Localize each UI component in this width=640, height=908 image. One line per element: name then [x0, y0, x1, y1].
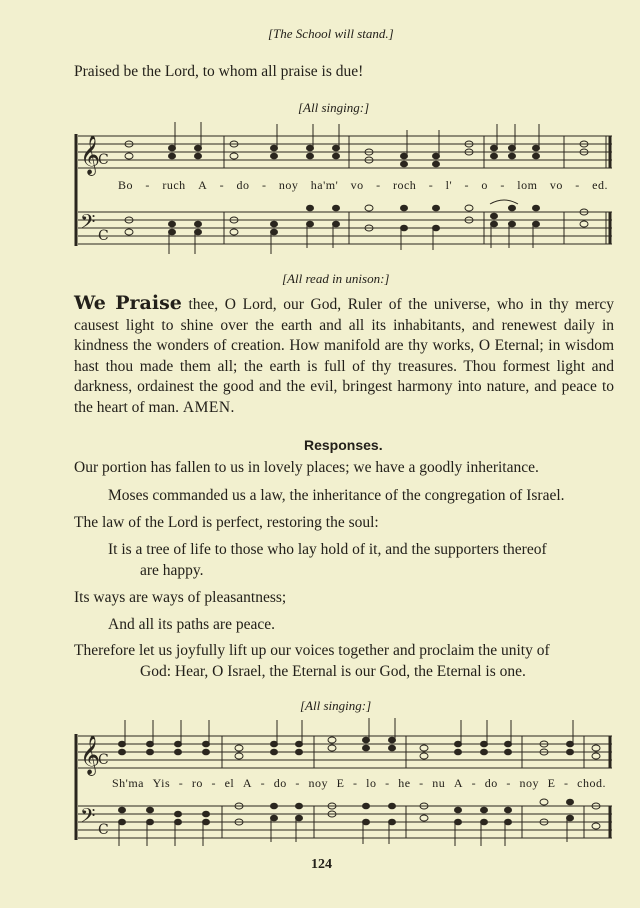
lyric-syllable: - [353, 776, 358, 790]
stage-direction-school-stand: [The School will stand.] [268, 26, 394, 41]
lyric-syllable: - [219, 178, 225, 192]
praise-line: Praised be the Lord, to whom all praise is due! [74, 63, 364, 80]
lyric-syllable: noy [278, 178, 299, 192]
svg-text:𝄢: 𝄢 [80, 804, 96, 832]
lyric-syllable: - [471, 776, 477, 790]
lyric-syllable: vo [350, 178, 364, 192]
prayer-amen: AMEN. [182, 398, 235, 416]
stage-direction-read-unison: [All read in unison:] [282, 271, 390, 286]
lyric-syllable: - [500, 178, 505, 192]
lyric-syllable: - [178, 776, 184, 790]
lyric-syllable: - [385, 776, 390, 790]
lyric-syllable: ro [191, 776, 203, 790]
svg-text:𝄢: 𝄢 [80, 210, 96, 238]
stage-direction-all-singing-2: [All singing:] [300, 698, 372, 713]
responses-heading: Responses. [304, 437, 383, 453]
prayer-opening: We Praise [74, 292, 182, 314]
lyric-syllable: ruch [162, 178, 186, 192]
response-line-response: Moses commanded us a law, the inheritance of the congregation of Israel. [108, 487, 565, 504]
lyric-syllable: Yis [152, 776, 171, 790]
lyric-syllable: ha'm' [310, 178, 339, 192]
svg-text:C: C [98, 822, 109, 838]
lyric-syllable: - [261, 178, 267, 192]
lyric-syllable: roch [392, 178, 417, 192]
svg-text:𝄞: 𝄞 [80, 135, 101, 175]
lyric-syllable: chod. [577, 776, 606, 790]
lyric-syllable: nu [432, 776, 446, 790]
lyric-syllable: - [145, 178, 150, 192]
lyric-syllable: vo [549, 178, 563, 192]
lyric-syllable: E [336, 776, 345, 790]
response-line-leader: Therefore let us joyfully lift up our voices together and proclaim the unity of [74, 642, 550, 659]
lyric-syllable: - [419, 776, 424, 790]
response-line-leader: The law of the Lord is perfect, restoring the soul: [74, 514, 379, 531]
lyric-syllable: - [211, 776, 216, 790]
svg-text:C: C [98, 752, 109, 768]
music-system-1 [74, 120, 614, 270]
svg-text:C: C [98, 152, 109, 168]
lyric-syllable: A [242, 776, 253, 790]
svg-text:𝄞: 𝄞 [80, 735, 101, 775]
lyric-syllable: - [260, 776, 266, 790]
music-score-1 [74, 120, 614, 270]
lyric-syllable: o [481, 178, 488, 192]
page-number: 124 [311, 857, 332, 872]
lyric-syllable: - [376, 178, 381, 192]
lyric-syllable: - [428, 178, 434, 192]
lyric-syllable: noy [308, 776, 328, 790]
lyric-syllable: do [236, 178, 250, 192]
lyric-syllable: - [575, 178, 580, 192]
lyric-syllable: el [224, 776, 235, 790]
music-2-lyrics [112, 776, 606, 791]
lyric-syllable: A [198, 178, 208, 192]
response-line-continuation: God: Hear, O Israel, the Eternal is our God, the Eternal is one. [140, 663, 526, 680]
lyric-syllable: Bo [118, 178, 134, 192]
lyric-syllable: l' [445, 178, 453, 192]
response-line-leader: Its ways are ways of pleasantness; [74, 589, 287, 606]
response-line-response: It is a tree of life to those who lay hold of it, and the supporters thereof [108, 541, 547, 558]
lyric-syllable: noy [519, 776, 539, 790]
lyric-syllable: Sh'ma [112, 776, 144, 790]
response-line-leader: Our portion has fallen to us in lovely places; we have a goodly inheritance. [74, 459, 539, 476]
response-line-response: And all its paths are peace. [108, 616, 275, 633]
lyric-syllable: - [564, 776, 569, 790]
lyric-syllable: - [506, 776, 511, 790]
lyric-syllable: he [398, 776, 411, 790]
music-1-lyrics [118, 178, 608, 193]
lyric-syllable: - [464, 178, 470, 192]
lyric-syllable: lo [366, 776, 377, 790]
prayer-text: thee, O Lord, our God, Ruler of the universe, who in thy mercy causest light to shine over the earth and all its inhabitants, and renewest daily in kindness the wonders of creation. How manifold are thy works, O Eternal; in wisdom hast thou made them all; the earth is full of thy treasures. Thou formest light and darkness, ordainest the good and the evil, bringest harmony into nature, and peace to the heart of man. [74, 296, 615, 416]
lyric-syllable: do [273, 776, 287, 790]
lyric-syllable: do [484, 776, 498, 790]
lyric-syllable: ed. [592, 178, 608, 192]
music-system-2 [74, 716, 614, 851]
prayer-paragraph [74, 293, 614, 418]
stage-direction-all-singing-1: [All singing:] [298, 100, 370, 115]
lyric-syllable: lom [517, 178, 538, 192]
lyric-syllable: E [547, 776, 556, 790]
response-line-continuation: are happy. [140, 562, 204, 579]
svg-text:C: C [98, 228, 109, 244]
lyric-syllable: - [295, 776, 300, 790]
lyric-syllable: A [453, 776, 464, 790]
